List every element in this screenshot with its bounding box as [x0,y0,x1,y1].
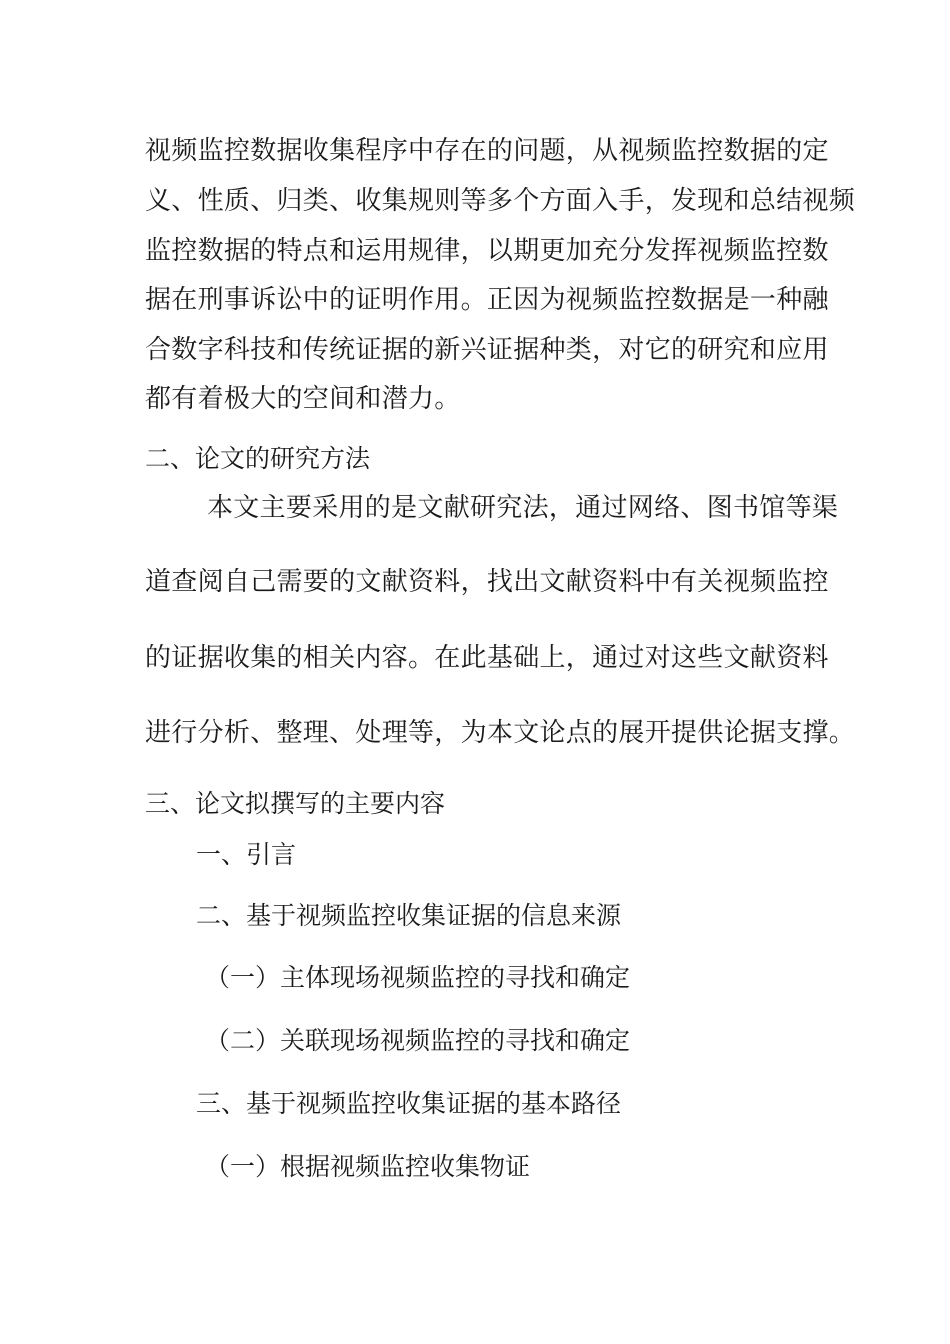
intro-line-2: 义、性质、归类、收集规则等多个方面入手，发现和总结视频 [145,186,856,216]
section-content-heading: 三、论文拟撰写的主要内容 [145,789,446,818]
outline-item-6: （一）根据视频监控收集物证 [205,1152,531,1181]
outline-item-2: 二、基于视频监控收集证据的信息来源 [196,901,622,930]
intro-line-4: 据在刑事诉讼中的证明作用。正因为视频监控数据是一种融 [145,285,829,315]
intro-line-3: 监控数据的特点和运用规律，以期更加充分发挥视频监控数 [145,236,829,266]
outline-item-1: 一、引言 [196,840,297,869]
methods-line-1: 本文主要采用的是文献研究法，通过网络、图书馆等渠 [207,493,839,523]
outline-item-3: （一）主体现场视频监控的寻找和确定 [205,963,631,992]
methods-line-4: 进行分析、整理、处理等，为本文论点的展开提供论据支撑。 [145,718,856,748]
intro-line-6: 都有着极大的空间和潜力。 [145,384,461,414]
intro-line-1: 视频监控数据收集程序中存在的问题，从视频监控数据的定 [145,136,829,166]
outline-item-4: （二）关联现场视频监控的寻找和确定 [205,1026,631,1055]
section-methods-heading: 二、论文的研究方法 [145,444,371,473]
methods-line-3: 的证据收集的相关内容。在此基础上，通过对这些文献资料 [145,643,829,673]
methods-line-2: 道查阅自己需要的文献资料，找出文献资料中有关视频监控 [145,567,829,597]
intro-line-5: 合数字科技和传统证据的新兴证据种类，对它的研究和应用 [145,335,829,365]
outline-item-5: 三、基于视频监控收集证据的基本路径 [196,1089,622,1118]
